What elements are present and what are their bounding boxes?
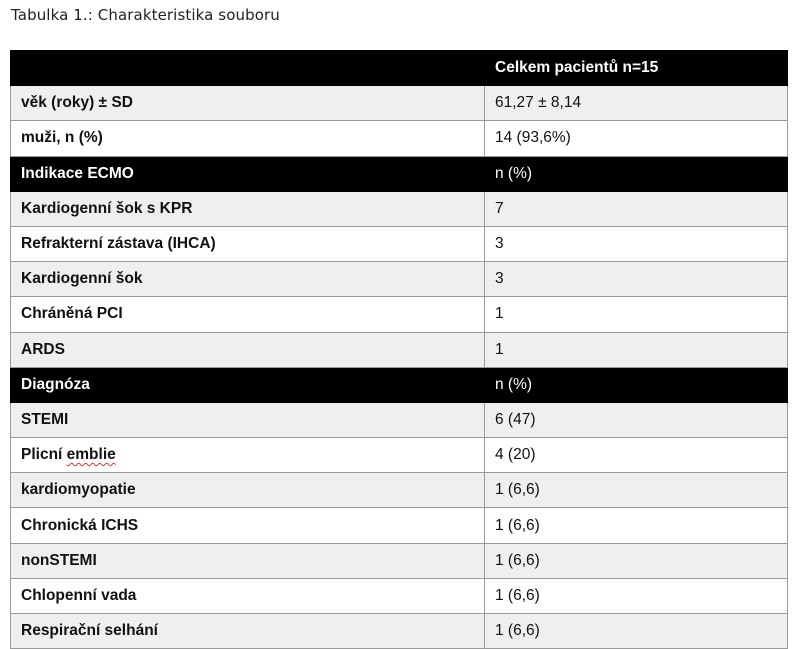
header-label-cell bbox=[11, 51, 485, 86]
table-row bbox=[11, 332, 788, 367]
row-value: 3 bbox=[485, 226, 788, 261]
section-label: Diagnóza bbox=[11, 367, 485, 402]
spellcheck-underlined-word: emblie bbox=[66, 446, 116, 464]
section-unit: n (%) bbox=[485, 156, 788, 191]
table-row bbox=[11, 297, 788, 332]
row-value: 7 bbox=[485, 191, 788, 226]
row-value: 1 bbox=[485, 297, 788, 332]
table-header-row bbox=[11, 51, 788, 86]
row-value: 1 bbox=[485, 332, 788, 367]
row-value: 1 (6,6) bbox=[485, 473, 788, 508]
row-value: 3 bbox=[485, 262, 788, 297]
row-label: Kardiogenní šok s KPR bbox=[11, 191, 485, 226]
row-label: nonSTEMI bbox=[11, 543, 485, 578]
table-row bbox=[11, 578, 788, 613]
table-row bbox=[11, 402, 788, 437]
table-row bbox=[11, 121, 788, 156]
section-unit: n (%) bbox=[485, 367, 788, 402]
row-value: 61,27 ± 8,14 bbox=[485, 86, 788, 121]
table-row bbox=[11, 226, 788, 261]
header-total-cell: Celkem pacientů n=15 bbox=[485, 51, 788, 86]
row-label: kardiomyopatie bbox=[11, 473, 485, 508]
row-label: Respirační selhání bbox=[11, 614, 485, 649]
row-label: Chronická ICHS bbox=[11, 508, 485, 543]
row-value: 14 (93,6%) bbox=[485, 121, 788, 156]
row-label bbox=[11, 438, 485, 473]
row-value: 1 (6,6) bbox=[485, 543, 788, 578]
row-label: Refrakterní zástava (IHCA) bbox=[11, 226, 485, 261]
table-row bbox=[11, 191, 788, 226]
table-row bbox=[11, 543, 788, 578]
row-label: Chráněná PCI bbox=[11, 297, 485, 332]
row-value: 4 (20) bbox=[485, 438, 788, 473]
row-label: Chlopenní vada bbox=[11, 578, 485, 613]
table-row bbox=[11, 262, 788, 297]
row-value: 1 (6,6) bbox=[485, 578, 788, 613]
table-row bbox=[11, 438, 788, 473]
table-row bbox=[11, 86, 788, 121]
section-header-diagnoza bbox=[11, 367, 788, 402]
table-row bbox=[11, 473, 788, 508]
table-row bbox=[11, 614, 788, 649]
row-value: 1 (6,6) bbox=[485, 508, 788, 543]
section-label: Indikace ECMO bbox=[11, 156, 485, 191]
row-label: věk (roky) ± SD bbox=[11, 86, 485, 121]
row-label: Kardiogenní šok bbox=[11, 262, 485, 297]
patient-characteristics-table bbox=[10, 50, 788, 649]
row-value: 6 (47) bbox=[485, 402, 788, 437]
row-label: muži, n (%) bbox=[11, 121, 485, 156]
table-row bbox=[11, 508, 788, 543]
row-label-part: Plicní bbox=[21, 446, 67, 464]
section-header-indikace bbox=[11, 156, 788, 191]
row-label: STEMI bbox=[11, 402, 485, 437]
row-label: ARDS bbox=[11, 332, 485, 367]
table-caption: Tabulka 1.: Charakteristika souboru bbox=[11, 6, 280, 24]
row-value: 1 (6,6) bbox=[485, 614, 788, 649]
